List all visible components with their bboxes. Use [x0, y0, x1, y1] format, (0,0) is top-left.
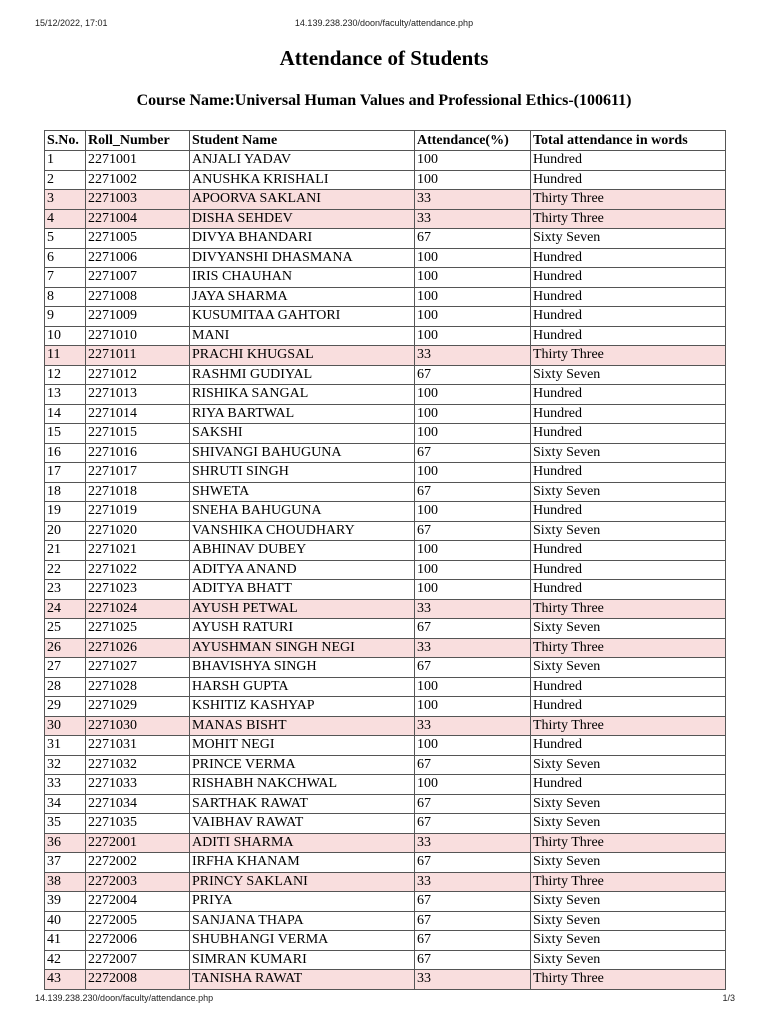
cell-sno: 36 — [45, 833, 86, 853]
table-row — [45, 170, 726, 190]
cell-student-name: IRIS CHAUHAN — [190, 268, 415, 288]
cell-sno: 32 — [45, 755, 86, 775]
cell-roll-number: 2271006 — [86, 248, 190, 268]
cell-attendance-percent: 100 — [415, 677, 531, 697]
cell-attendance-words: Sixty Seven — [531, 853, 726, 873]
cell-roll-number: 2271018 — [86, 482, 190, 502]
cell-roll-number: 2272007 — [86, 950, 190, 970]
cell-sno: 43 — [45, 970, 86, 990]
table-row — [45, 794, 726, 814]
cell-attendance-words: Hundred — [531, 287, 726, 307]
cell-sno: 13 — [45, 385, 86, 405]
cell-attendance-percent: 100 — [415, 385, 531, 405]
cell-sno: 38 — [45, 872, 86, 892]
cell-roll-number: 2271002 — [86, 170, 190, 190]
cell-roll-number: 2271013 — [86, 385, 190, 405]
cell-attendance-percent: 67 — [415, 755, 531, 775]
cell-attendance-words: Sixty Seven — [531, 814, 726, 834]
table-row — [45, 775, 726, 795]
cell-roll-number: 2271022 — [86, 560, 190, 580]
cell-roll-number: 2271011 — [86, 346, 190, 366]
cell-sno: 2 — [45, 170, 86, 190]
attendance-table — [44, 130, 726, 990]
table-row — [45, 697, 726, 717]
cell-sno: 17 — [45, 463, 86, 483]
cell-student-name: RISHIKA SANGAL — [190, 385, 415, 405]
table-row — [45, 541, 726, 561]
cell-student-name: MANAS BISHT — [190, 716, 415, 736]
cell-sno: 34 — [45, 794, 86, 814]
cell-roll-number: 2271025 — [86, 619, 190, 639]
cell-roll-number: 2271008 — [86, 287, 190, 307]
print-datetime: 15/12/2022, 17:01 — [35, 18, 108, 28]
cell-sno: 21 — [45, 541, 86, 561]
table-row — [45, 502, 726, 522]
cell-attendance-words: Hundred — [531, 170, 726, 190]
table-row — [45, 287, 726, 307]
table-row — [45, 872, 726, 892]
cell-student-name: APOORVA SAKLANI — [190, 190, 415, 210]
cell-attendance-words: Hundred — [531, 736, 726, 756]
cell-student-name: ABHINAV DUBEY — [190, 541, 415, 561]
cell-roll-number: 2271024 — [86, 599, 190, 619]
cell-roll-number: 2271005 — [86, 229, 190, 249]
cell-student-name: HARSH GUPTA — [190, 677, 415, 697]
table-row — [45, 560, 726, 580]
cell-roll-number: 2272006 — [86, 931, 190, 951]
cell-sno: 1 — [45, 151, 86, 171]
table-row — [45, 599, 726, 619]
cell-attendance-words: Hundred — [531, 424, 726, 444]
table-row — [45, 229, 726, 249]
cell-roll-number: 2271010 — [86, 326, 190, 346]
cell-attendance-words: Hundred — [531, 385, 726, 405]
cell-attendance-words: Hundred — [531, 248, 726, 268]
cell-sno: 9 — [45, 307, 86, 327]
cell-student-name: PRINCE VERMA — [190, 755, 415, 775]
cell-roll-number: 2271033 — [86, 775, 190, 795]
cell-student-name: KUSUMITAA GAHTORI — [190, 307, 415, 327]
cell-attendance-percent: 100 — [415, 697, 531, 717]
cell-sno: 37 — [45, 853, 86, 873]
cell-attendance-words: Hundred — [531, 560, 726, 580]
cell-roll-number: 2271023 — [86, 580, 190, 600]
cell-attendance-words: Hundred — [531, 697, 726, 717]
cell-student-name: SIMRAN KUMARI — [190, 950, 415, 970]
cell-attendance-words: Sixty Seven — [531, 365, 726, 385]
table-row — [45, 190, 726, 210]
cell-sno: 19 — [45, 502, 86, 522]
table-body — [45, 151, 726, 990]
cell-attendance-percent: 100 — [415, 170, 531, 190]
cell-student-name: BHAVISHYA SINGH — [190, 658, 415, 678]
footer-url: 14.139.238.230/doon/faculty/attendance.php — [35, 993, 214, 1003]
cell-sno: 39 — [45, 892, 86, 912]
table-row — [45, 463, 726, 483]
cell-roll-number: 2271012 — [86, 365, 190, 385]
cell-attendance-percent: 33 — [415, 970, 531, 990]
table-row — [45, 833, 726, 853]
cell-student-name: DIVYANSHI DHASMANA — [190, 248, 415, 268]
cell-attendance-words: Hundred — [531, 404, 726, 424]
cell-attendance-words: Hundred — [531, 502, 726, 522]
table-row — [45, 346, 726, 366]
cell-student-name: SARTHAK RAWAT — [190, 794, 415, 814]
cell-roll-number: 2272001 — [86, 833, 190, 853]
cell-attendance-words: Hundred — [531, 775, 726, 795]
cell-roll-number: 2271021 — [86, 541, 190, 561]
table-header-row — [45, 131, 726, 151]
cell-student-name: ANUSHKA KRISHALI — [190, 170, 415, 190]
cell-roll-number: 2271019 — [86, 502, 190, 522]
cell-roll-number: 2271032 — [86, 755, 190, 775]
cell-roll-number: 2271035 — [86, 814, 190, 834]
cell-attendance-percent: 100 — [415, 248, 531, 268]
cell-sno: 14 — [45, 404, 86, 424]
cell-roll-number: 2271027 — [86, 658, 190, 678]
cell-attendance-percent: 100 — [415, 541, 531, 561]
table-row — [45, 814, 726, 834]
table-row — [45, 853, 726, 873]
print-url: 14.139.238.230/doon/faculty/attendance.php — [294, 18, 474, 28]
cell-student-name: PRACHI KHUGSAL — [190, 346, 415, 366]
cell-attendance-words: Thirty Three — [531, 209, 726, 229]
cell-sno: 22 — [45, 560, 86, 580]
header-roll-number: Roll_Number — [86, 131, 190, 151]
cell-sno: 35 — [45, 814, 86, 834]
cell-attendance-percent: 100 — [415, 307, 531, 327]
cell-attendance-percent: 33 — [415, 190, 531, 210]
cell-sno: 3 — [45, 190, 86, 210]
cell-attendance-words: Sixty Seven — [531, 482, 726, 502]
cell-roll-number: 2271017 — [86, 463, 190, 483]
table-row — [45, 716, 726, 736]
cell-sno: 11 — [45, 346, 86, 366]
cell-sno: 28 — [45, 677, 86, 697]
page-number: 1/3 — [722, 993, 735, 1003]
cell-attendance-words: Thirty Three — [531, 190, 726, 210]
cell-sno: 15 — [45, 424, 86, 444]
table-row — [45, 638, 726, 658]
header-student-name: Student Name — [190, 131, 415, 151]
cell-attendance-percent: 67 — [415, 794, 531, 814]
cell-student-name: RASHMI GUDIYAL — [190, 365, 415, 385]
cell-roll-number: 2271034 — [86, 794, 190, 814]
cell-attendance-words: Thirty Three — [531, 833, 726, 853]
cell-sno: 10 — [45, 326, 86, 346]
cell-student-name: KSHITIZ KASHYAP — [190, 697, 415, 717]
table-row — [45, 658, 726, 678]
cell-student-name: SNEHA BAHUGUNA — [190, 502, 415, 522]
cell-attendance-percent: 100 — [415, 287, 531, 307]
cell-roll-number: 2271031 — [86, 736, 190, 756]
cell-attendance-percent: 100 — [415, 268, 531, 288]
cell-student-name: SHIVANGI BAHUGUNA — [190, 443, 415, 463]
table-row — [45, 268, 726, 288]
cell-student-name: VANSHIKA CHOUDHARY — [190, 521, 415, 541]
cell-student-name: PRIYA — [190, 892, 415, 912]
cell-attendance-percent: 33 — [415, 716, 531, 736]
cell-attendance-percent: 100 — [415, 463, 531, 483]
cell-attendance-percent: 100 — [415, 736, 531, 756]
table-row — [45, 424, 726, 444]
cell-attendance-words: Sixty Seven — [531, 911, 726, 931]
cell-sno: 20 — [45, 521, 86, 541]
cell-sno: 41 — [45, 931, 86, 951]
cell-roll-number: 2272003 — [86, 872, 190, 892]
cell-attendance-percent: 67 — [415, 931, 531, 951]
cell-student-name: SHUBHANGI VERMA — [190, 931, 415, 951]
table-row — [45, 970, 726, 990]
cell-sno: 16 — [45, 443, 86, 463]
cell-student-name: MANI — [190, 326, 415, 346]
cell-attendance-words: Hundred — [531, 307, 726, 327]
cell-sno: 8 — [45, 287, 86, 307]
cell-attendance-words: Sixty Seven — [531, 950, 726, 970]
cell-student-name: AYUSHMAN SINGH NEGI — [190, 638, 415, 658]
cell-sno: 29 — [45, 697, 86, 717]
cell-attendance-words: Thirty Three — [531, 599, 726, 619]
cell-attendance-percent: 67 — [415, 229, 531, 249]
cell-attendance-words: Sixty Seven — [531, 521, 726, 541]
cell-sno: 6 — [45, 248, 86, 268]
cell-attendance-percent: 67 — [415, 521, 531, 541]
cell-attendance-words: Thirty Three — [531, 970, 726, 990]
cell-roll-number: 2272004 — [86, 892, 190, 912]
cell-attendance-words: Hundred — [531, 268, 726, 288]
cell-attendance-words: Thirty Three — [531, 638, 726, 658]
cell-sno: 40 — [45, 911, 86, 931]
table-row — [45, 911, 726, 931]
cell-attendance-percent: 67 — [415, 443, 531, 463]
table-row — [45, 892, 726, 912]
cell-attendance-percent: 67 — [415, 658, 531, 678]
cell-roll-number: 2271028 — [86, 677, 190, 697]
table-row — [45, 931, 726, 951]
cell-attendance-percent: 33 — [415, 346, 531, 366]
cell-attendance-percent: 33 — [415, 638, 531, 658]
cell-attendance-percent: 67 — [415, 911, 531, 931]
cell-roll-number: 2271004 — [86, 209, 190, 229]
cell-roll-number: 2271015 — [86, 424, 190, 444]
cell-sno: 31 — [45, 736, 86, 756]
cell-attendance-words: Sixty Seven — [531, 794, 726, 814]
cell-attendance-percent: 67 — [415, 853, 531, 873]
cell-attendance-words: Sixty Seven — [531, 755, 726, 775]
cell-sno: 24 — [45, 599, 86, 619]
cell-student-name: SHRUTI SINGH — [190, 463, 415, 483]
cell-attendance-words: Sixty Seven — [531, 931, 726, 951]
cell-roll-number: 2271007 — [86, 268, 190, 288]
header-sno: S.No. — [45, 131, 86, 151]
table-row — [45, 209, 726, 229]
cell-attendance-words: Thirty Three — [531, 872, 726, 892]
cell-attendance-percent: 100 — [415, 404, 531, 424]
cell-attendance-percent: 100 — [415, 151, 531, 171]
cell-student-name: JAYA SHARMA — [190, 287, 415, 307]
cell-student-name: SHWETA — [190, 482, 415, 502]
cell-student-name: SAKSHI — [190, 424, 415, 444]
cell-student-name: RISHABH NAKCHWAL — [190, 775, 415, 795]
cell-attendance-words: Hundred — [531, 151, 726, 171]
cell-sno: 25 — [45, 619, 86, 639]
cell-attendance-percent: 33 — [415, 833, 531, 853]
cell-student-name: VAIBHAV RAWAT — [190, 814, 415, 834]
cell-roll-number: 2271009 — [86, 307, 190, 327]
cell-roll-number: 2271001 — [86, 151, 190, 171]
cell-attendance-words: Hundred — [531, 580, 726, 600]
table-row — [45, 580, 726, 600]
cell-roll-number: 2272008 — [86, 970, 190, 990]
cell-sno: 23 — [45, 580, 86, 600]
cell-roll-number: 2272005 — [86, 911, 190, 931]
cell-sno: 12 — [45, 365, 86, 385]
cell-attendance-percent: 67 — [415, 950, 531, 970]
cell-attendance-percent: 67 — [415, 482, 531, 502]
cell-sno: 18 — [45, 482, 86, 502]
cell-attendance-percent: 100 — [415, 424, 531, 444]
table-row — [45, 755, 726, 775]
table-row — [45, 385, 726, 405]
cell-roll-number: 2271020 — [86, 521, 190, 541]
page-title: Attendance of Students — [279, 46, 489, 70]
cell-attendance-words: Sixty Seven — [531, 892, 726, 912]
cell-attendance-words: Hundred — [531, 541, 726, 561]
cell-roll-number: 2271026 — [86, 638, 190, 658]
cell-roll-number: 2271016 — [86, 443, 190, 463]
cell-attendance-percent: 67 — [415, 365, 531, 385]
cell-sno: 42 — [45, 950, 86, 970]
cell-student-name: TANISHA RAWAT — [190, 970, 415, 990]
cell-student-name: PRINCY SAKLANI — [190, 872, 415, 892]
cell-student-name: ADITI SHARMA — [190, 833, 415, 853]
cell-roll-number: 2272002 — [86, 853, 190, 873]
cell-attendance-percent: 33 — [415, 872, 531, 892]
cell-student-name: ANJALI YADAV — [190, 151, 415, 171]
table-row — [45, 736, 726, 756]
cell-roll-number: 2271014 — [86, 404, 190, 424]
table-row — [45, 677, 726, 697]
cell-attendance-words: Sixty Seven — [531, 229, 726, 249]
cell-attendance-words: Sixty Seven — [531, 658, 726, 678]
cell-attendance-percent: 100 — [415, 502, 531, 522]
cell-student-name: AYUSH PETWAL — [190, 599, 415, 619]
cell-attendance-percent: 100 — [415, 775, 531, 795]
cell-sno: 5 — [45, 229, 86, 249]
cell-attendance-words: Sixty Seven — [531, 443, 726, 463]
cell-attendance-words: Hundred — [531, 463, 726, 483]
table-row — [45, 248, 726, 268]
cell-roll-number: 2271003 — [86, 190, 190, 210]
header-attendance-words: Total attendance in words — [531, 131, 726, 151]
table-row — [45, 482, 726, 502]
cell-sno: 30 — [45, 716, 86, 736]
cell-attendance-percent: 67 — [415, 892, 531, 912]
cell-attendance-percent: 67 — [415, 814, 531, 834]
cell-attendance-words: Thirty Three — [531, 346, 726, 366]
cell-student-name: AYUSH RATURI — [190, 619, 415, 639]
table-row — [45, 443, 726, 463]
cell-attendance-words: Sixty Seven — [531, 619, 726, 639]
table-row — [45, 404, 726, 424]
table-row — [45, 307, 726, 327]
cell-sno: 27 — [45, 658, 86, 678]
table-row — [45, 326, 726, 346]
cell-roll-number: 2271029 — [86, 697, 190, 717]
header-attendance-percent: Attendance(%) — [415, 131, 531, 151]
cell-student-name: ADITYA ANAND — [190, 560, 415, 580]
course-name: Course Name:Universal Human Values and Professional Ethics-(100611) — [136, 92, 632, 109]
cell-attendance-percent: 33 — [415, 599, 531, 619]
cell-attendance-percent: 33 — [415, 209, 531, 229]
table-row — [45, 619, 726, 639]
table-row — [45, 151, 726, 171]
cell-sno: 33 — [45, 775, 86, 795]
cell-attendance-words: Thirty Three — [531, 716, 726, 736]
cell-sno: 26 — [45, 638, 86, 658]
cell-student-name: RIYA BARTWAL — [190, 404, 415, 424]
table-row — [45, 365, 726, 385]
cell-attendance-percent: 100 — [415, 580, 531, 600]
table-row — [45, 521, 726, 541]
cell-student-name: DISHA SEHDEV — [190, 209, 415, 229]
cell-student-name: DIVYA BHANDARI — [190, 229, 415, 249]
cell-attendance-words: Hundred — [531, 677, 726, 697]
cell-attendance-words: Hundred — [531, 326, 726, 346]
cell-attendance-percent: 100 — [415, 560, 531, 580]
cell-student-name: IRFHA KHANAM — [190, 853, 415, 873]
cell-student-name: ADITYA BHATT — [190, 580, 415, 600]
cell-sno: 7 — [45, 268, 86, 288]
cell-attendance-percent: 100 — [415, 326, 531, 346]
cell-sno: 4 — [45, 209, 86, 229]
cell-roll-number: 2271030 — [86, 716, 190, 736]
table-row — [45, 950, 726, 970]
cell-attendance-percent: 67 — [415, 619, 531, 639]
cell-student-name: SANJANA THAPA — [190, 911, 415, 931]
cell-student-name: MOHIT NEGI — [190, 736, 415, 756]
